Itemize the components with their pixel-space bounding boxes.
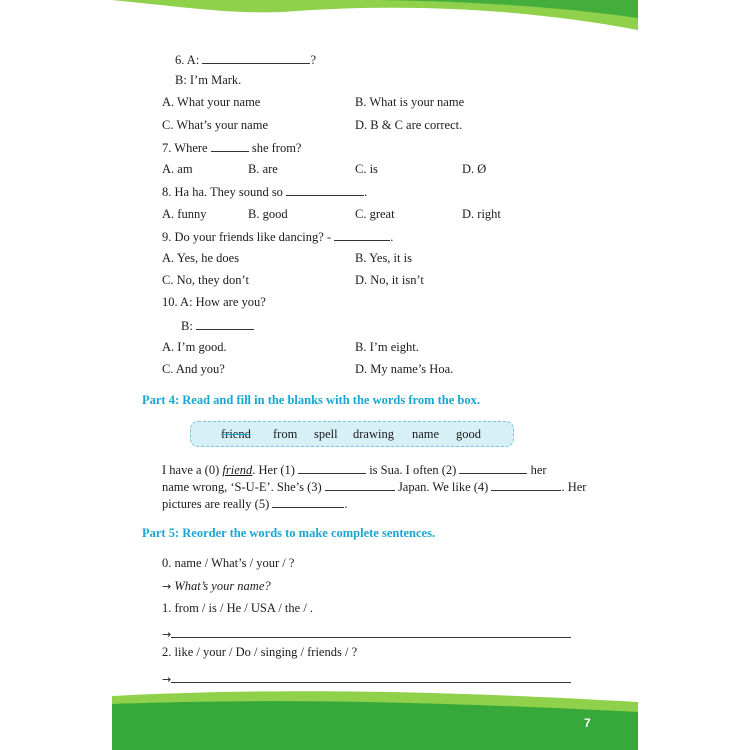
q7-option-c[interactable]: C. is [355,162,378,176]
arrow-icon: → [162,628,172,641]
part4-title: Part 4: Read and fill in the blanks with the words from the box. [142,393,480,407]
blank-1[interactable] [298,462,366,474]
q7-option-d[interactable]: D. Ø [462,162,487,176]
q10-option-c[interactable]: C. And you? [162,362,225,376]
q8-option-d[interactable]: D. right [462,207,501,221]
page-number: 7 [584,716,591,730]
word-friend: friend [221,427,251,441]
bottom-decoration [112,688,638,750]
part5-q1: 1. from / is / He / USA / the / . [162,601,314,615]
part5-q0: 0. name / What’s / your / ? [162,556,295,570]
q9-stem: 9. Do your friends like dancing? - . [162,230,394,244]
word-box [190,421,514,447]
example-answer: friend [222,463,253,477]
q6-b-line: B: I’m Mark. [175,73,242,87]
part5-title: Part 5: Reorder the words to make complete sentences. [142,526,436,540]
word-good: good [456,427,481,441]
q10-stem: 10. A: How are you? [162,295,266,309]
q9-option-d[interactable]: D. No, it isn’t [355,273,424,287]
q9-option-c[interactable]: C. No, they don’t [162,273,249,287]
arrow-icon: → [162,673,172,686]
part5-answer-line-1[interactable] [162,626,571,642]
blank-4[interactable] [491,479,561,491]
word-from: from [273,427,298,441]
blank-5[interactable] [272,496,344,508]
q7-stem: 7. Where she from? [162,141,302,155]
word-name: name [412,427,440,441]
q6-option-c[interactable]: C. What’s your name [162,118,268,132]
word-drawing: drawing [353,427,394,441]
blank-2[interactable] [459,462,527,474]
part5-answer-line-2[interactable] [162,671,571,687]
q7-option-a[interactable]: A. am [162,162,193,176]
q9-option-b[interactable]: B. Yes, it is [355,251,412,265]
q6-option-d[interactable]: D. B & C are correct. [355,118,463,132]
q6-option-b[interactable]: B. What is your name [355,95,465,109]
q6-stem: 6. A: ? [175,53,316,67]
q7-option-b[interactable]: B. are [248,162,278,176]
word-spell: spell [314,427,338,441]
part5-q2: 2. like / your / Do / singing / friends / ? [162,645,358,659]
q9-option-a[interactable]: A. Yes, he does [162,251,240,265]
top-decoration [112,0,638,40]
q8-option-c[interactable]: C. great [355,207,395,221]
q8-stem: 8. Ha ha. They sound so . [162,185,368,199]
part4-line-3: pictures are really (5) . [162,497,348,511]
q8-option-a[interactable]: A. funny [162,207,207,221]
q10-b-line: B: [181,318,254,334]
q10-option-d[interactable]: D. My name’s Hoa. [355,362,454,376]
q10-option-a[interactable]: A. I’m good. [162,340,227,354]
part4-line-1: I have a (0) friend. Her (1) is Sua. I often (2) her [162,463,547,477]
part5-ans0: → What’s your name? [162,579,271,593]
q10-option-b[interactable]: B. I’m eight. [355,340,419,354]
q6-option-a[interactable]: A. What your name [162,95,261,109]
q8-option-b[interactable]: B. good [248,207,288,221]
blank-3[interactable] [325,479,395,491]
part4-line-2: name wrong, ‘S-U-E’. She’s (3) Japan. We like (4) . Her [162,480,587,494]
arrow-icon: → [162,580,172,593]
